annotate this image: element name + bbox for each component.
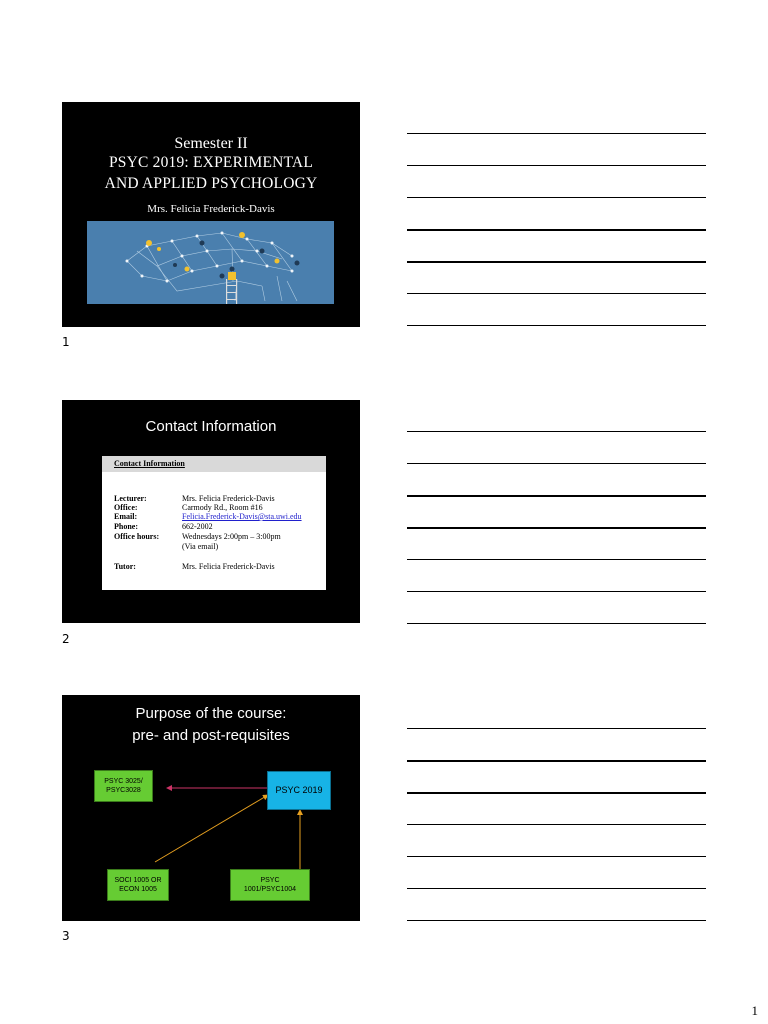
slide-3-title-line-1: Purpose of the course:	[135, 705, 287, 722]
lecturer-value: Mrs. Felicia Frederick-Davis	[182, 494, 275, 503]
box-psyc-3025: PSYC 3025/ PSYC3028	[94, 770, 153, 802]
note-line	[407, 559, 706, 560]
note-line	[407, 728, 706, 729]
office-value: Carmody Rd., Room #16	[182, 503, 263, 512]
note-line	[407, 325, 706, 326]
box-soci-1005: SOCI 1005 OR ECON 1005	[107, 869, 169, 901]
slide-1-line-1: Semester II	[174, 135, 248, 152]
tutor-label: Tutor:	[114, 562, 136, 571]
slide-2-title: Contact Information	[145, 418, 277, 435]
office-label: Office:	[114, 503, 138, 512]
note-line	[407, 229, 706, 231]
email-label: Email:	[114, 512, 138, 521]
note-line	[407, 792, 706, 794]
email-link[interactable]: Felicia.Frederick-Davis@sta.uwi.edu	[182, 512, 302, 521]
note-line	[407, 133, 706, 134]
slide-3-title-line-2: pre- and post-requisites	[132, 727, 290, 744]
note-line	[407, 527, 706, 529]
arrow-from-soci	[155, 795, 268, 862]
note-line	[407, 261, 706, 263]
note-line	[407, 824, 706, 825]
phone-label: Phone:	[114, 522, 138, 531]
lecturer-label: Lecturer:	[114, 494, 147, 503]
note-line	[407, 888, 706, 889]
slide-1-author: Mrs. Felicia Frederick-Davis	[147, 203, 275, 215]
slide-1	[62, 102, 360, 327]
page-number: 1	[751, 1003, 758, 1018]
note-line	[407, 293, 706, 294]
note-line	[407, 591, 706, 592]
slide-1-line-2: PSYC 2019: EXPERIMENTAL	[108, 154, 313, 171]
office-hours-label: Office hours:	[114, 532, 160, 541]
office-hours-value: Wednesdays 2:00pm – 3:00pm	[182, 532, 281, 541]
network-illustration	[87, 221, 334, 304]
slide-number-3: 3	[62, 929, 70, 943]
slide-2	[62, 400, 360, 623]
box-psyc-2019: PSYC 2019	[267, 771, 331, 810]
box-psyc-1001: PSYC 1001/PSYC1004	[230, 869, 310, 901]
slide-1-line-3: AND APPLIED PSYCHOLOGY	[104, 175, 318, 192]
note-line	[407, 197, 706, 198]
office-hours-note: (Via email)	[182, 542, 219, 551]
note-line	[407, 431, 706, 432]
note-line	[407, 165, 706, 166]
note-line	[407, 760, 706, 762]
contact-card	[102, 456, 326, 590]
note-line	[407, 856, 706, 857]
note-line	[407, 920, 706, 921]
note-line	[407, 463, 706, 464]
phone-value: 662-2002	[182, 522, 213, 531]
contact-card-header: Contact Information	[114, 459, 185, 468]
note-line	[407, 623, 706, 624]
slide-number-2: 2	[62, 632, 70, 646]
slide-number-1: 1	[62, 335, 70, 349]
tutor-value: Mrs. Felicia Frederick-Davis	[182, 562, 275, 571]
note-line	[407, 495, 706, 497]
slide-3	[62, 695, 360, 921]
